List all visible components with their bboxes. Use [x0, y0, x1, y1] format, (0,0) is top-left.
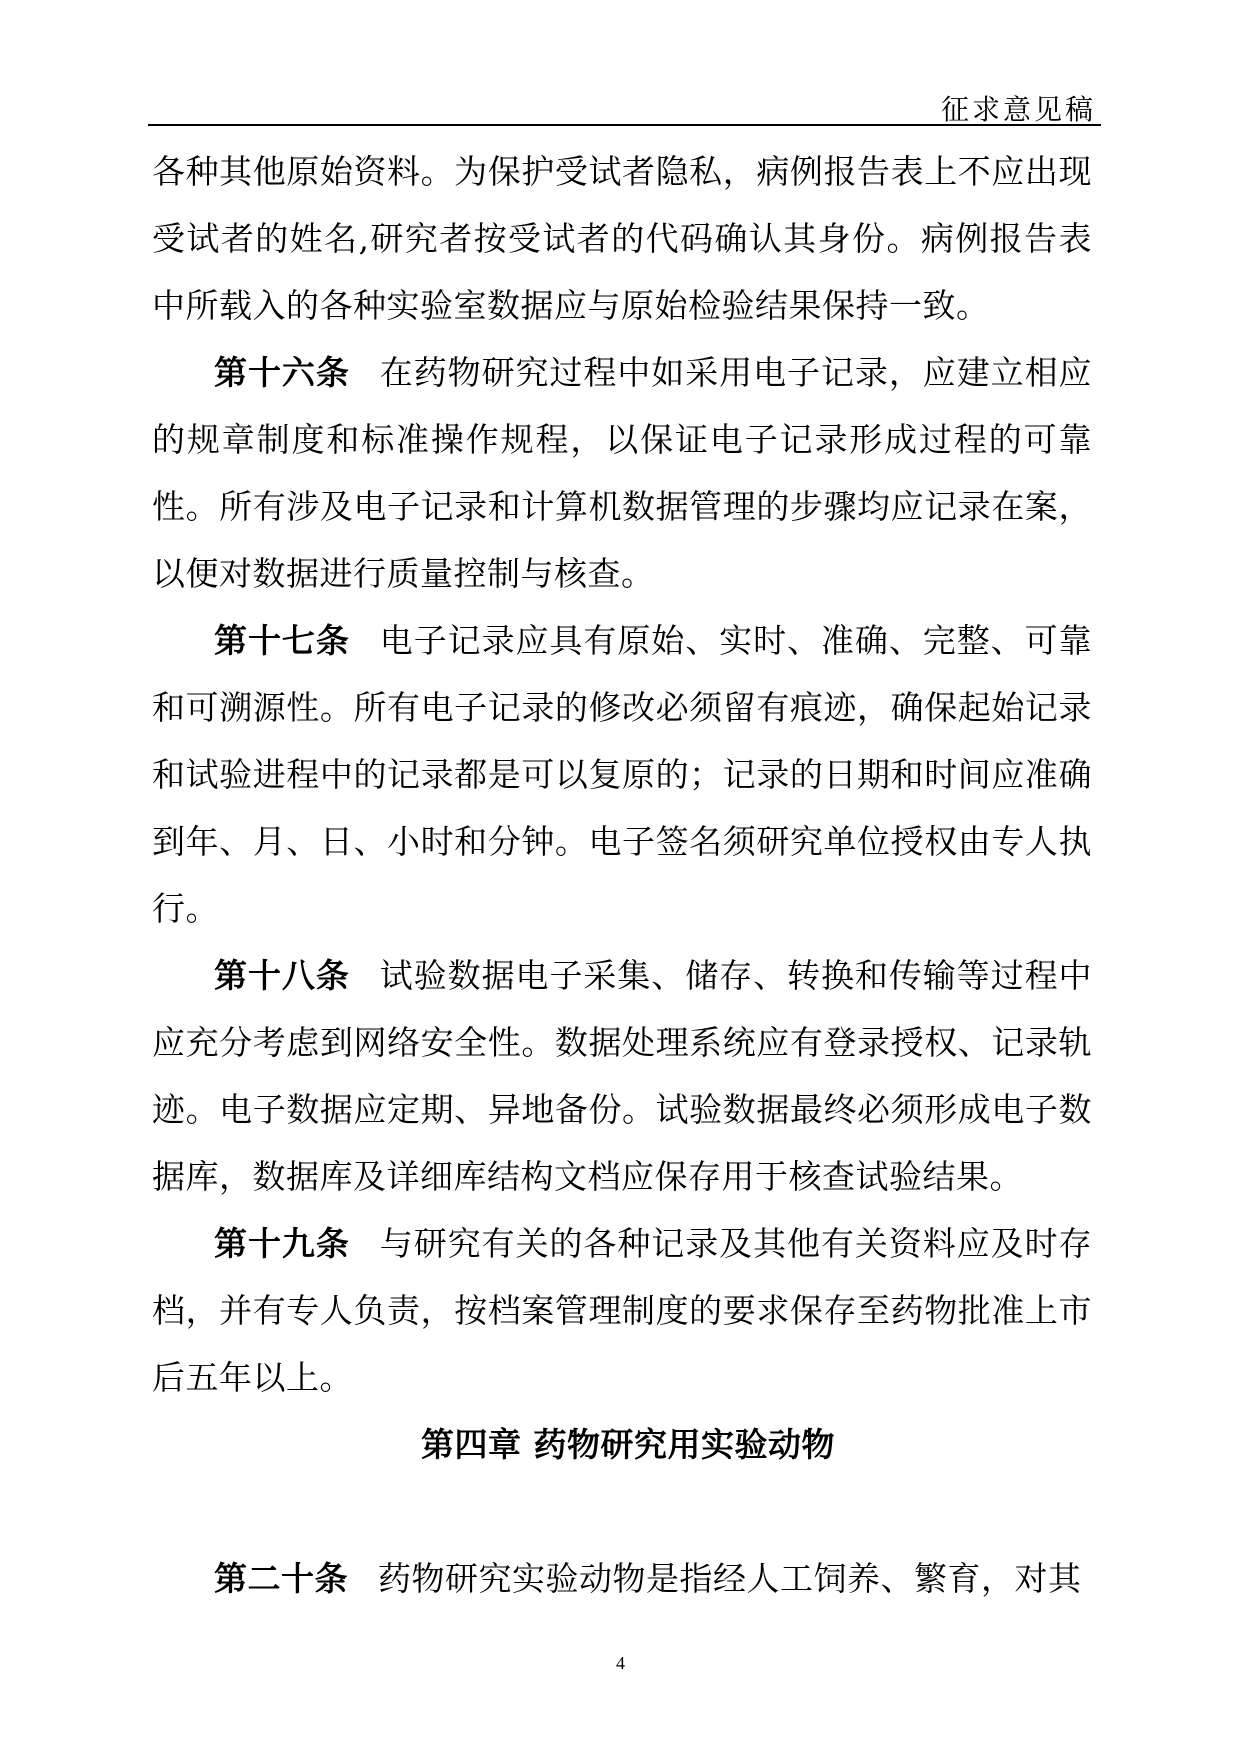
article-text: 药物研究实验动物是指经人工饲养、繁育，对其 [378, 1559, 1082, 1598]
article-20 [152, 1545, 1092, 1612]
article-text: 试验数据电子采集、储存、转换和传输等过程中应充分考虑到网络安全性。数据处理系统应有登录授权、记录轨迹。电子数据应定期、异地备份。试验数据最终必须形成电子数据库，数据库及详细库结构文档应保存用于核查试验结果。 [152, 956, 1092, 1196]
intro-paragraph: 各种其他原始资料。为保护受试者隐私，病例报告表上不应出现受试者的姓名,研究者按受试者的代码确认其身份。病例报告表中所载入的各种实验室数据应与原始检验结果保持一致。 [152, 152, 1092, 325]
article-label: 第十八条 [214, 956, 350, 995]
document-status-note: 征求意见稿 [940, 93, 1096, 126]
article-text: 电子记录应具有原始、实时、准确、完整、可靠和可溯源性。所有电子记录的修改必须留有痕迹，确保起始记录和试验进程中的记录都是可以复原的；记录的日期和时间应准确到年、月、日、小时和分钟。电子签名须研究单位授权由专人执行。 [152, 621, 1092, 928]
article-16 [152, 339, 1092, 607]
document-body [152, 138, 1092, 1612]
article-19 [152, 1210, 1092, 1411]
article-17 [152, 607, 1092, 942]
article-label: 第二十条 [214, 1559, 348, 1598]
header-divider [148, 124, 1101, 126]
chapter-heading: 第四章 药物研究用实验动物 [421, 1425, 835, 1464]
chapter-spacing [152, 1478, 1092, 1545]
article-label: 第十六条 [214, 353, 350, 392]
article-label: 第十九条 [214, 1224, 350, 1263]
article-text: 在药物研究过程中如采用电子记录，应建立相应的规章制度和标准操作规程，以保证电子记录形成过程的可靠性。所有涉及电子记录和计算机数据管理的步骤均应记录在案，以便对数据进行质量控制与核查。 [152, 353, 1092, 593]
article-text: 与研究有关的各种记录及其他有关资料应及时存档，并有专人负责，按档案管理制度的要求保存至药物批准上市后五年以上。 [152, 1224, 1092, 1397]
article-18 [152, 942, 1092, 1210]
article-label: 第十七条 [214, 621, 350, 660]
page-number: 4 [616, 1653, 625, 1673]
